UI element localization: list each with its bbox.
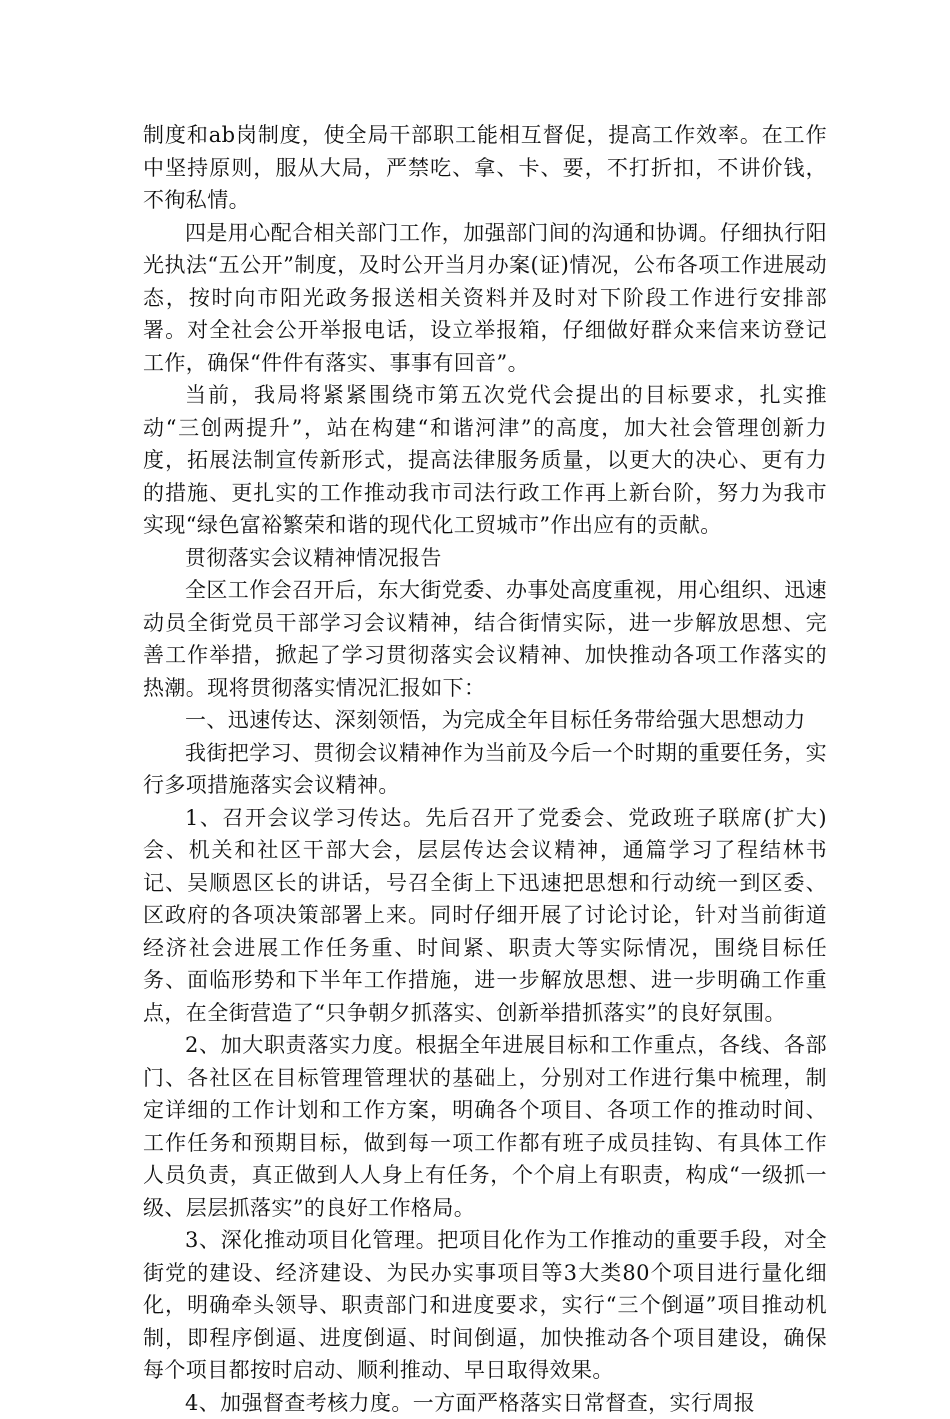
paragraph-intro: 全区工作会召开后，东大街党委、办事处高度重视，用心组织、迅速动员全街党员干部学习会议精神，结合街情实际，进一步解放思想、完善工作举措，掀起了学习贯彻落实会议精神、加快推动各项工作落实的热潮。现将贯彻落实情况汇报如下： [143, 574, 827, 704]
document-body [143, 119, 827, 1419]
paragraph-item-2: 2、加大职责落实力度。根据全年进展目标和工作重点，各线、各部门、各社区在目标管理管理状的基础上，分别对工作进行集中梳理，制定详细的工作计划和工作方案，明确各个项目、各项工作的推动时间、工作任务和预期目标，做到每一项工作都有班子成员挂钩、有具体工作人员负责，真正做到人人身上有任务，个个肩上有职责，构成“一级抓一级、层层抓落实”的良好工作格局。 [143, 1029, 827, 1224]
paragraph-item-4: 4、加强督查考核力度。一方面严格落实日常督查，实行周报 [143, 1387, 827, 1419]
paragraph-item-1: 1、召开会议学习传达。先后召开了党委会、党政班子联席(扩大)会、机关和社区干部大会，层层传达会议精神，通篇学习了程结林书记、吴顺恩区长的讲话，号召全街上下迅速把思想和行动统一到区委、区政府的各项决策部署上来。同时仔细开展了讨论讨论，针对当前街道经济社会进展工作任务重、时间紧、职责大等实际情况，围绕目标任务、面临形势和下半年工作措施，进一步解放思想、进一步明确工作重点，在全街营造了“只争朝夕抓落实、创新举措抓落实”的良好氛围。 [143, 802, 827, 1030]
section-heading-1: 一、迅速传达、深刻领悟，为完成全年目标任务带给强大思想动力 [143, 704, 827, 737]
paragraph-continuation: 制度和ab岗制度，使全局干部职工能相互督促，提高工作效率。在工作中坚持原则，服从大局，严禁吃、拿、卡、要，不打折扣，不讲价钱，不徇私情。 [143, 119, 827, 217]
paragraph-item-3: 3、深化推动项目化管理。把项目化作为工作推动的重要手段，对全街党的建设、经济建设、为民办实事项目等3大类80个项目进行量化细化，明确牵头领导、职责部门和进度要求，实行“三个倒逼”项目推动机制，即程序倒逼、进度倒逼、时间倒逼，加快推动各个项目建设，确保每个项目都按时启动、顺利推动、早日取得效果。 [143, 1224, 827, 1387]
report-title: 贯彻落实会议精神情况报告 [143, 542, 827, 575]
paragraph-current-goals: 当前，我局将紧紧围绕市第五次党代会提出的目标要求，扎实推动“三创两提升”，站在构建“和谐河津”的高度，加大社会管理创新力度，拓展法制宣传新形式，提高法律服务质量，以更大的决心、更有力的措施、更扎实的工作推动我市司法行政工作再上新台阶，努力为我市实现“绿色富裕繁荣和谐的现代化工贸城市”作出应有的贡献。 [143, 379, 827, 542]
paragraph-coordination: 四是用心配合相关部门工作，加强部门间的沟通和协调。仔细执行阳光执法“五公开”制度，及时公开当月办案(证)情况，公布各项工作进展动态，按时向市阳光政务报送相关资料并及时对下阶段工作进行安排部署。对全社会公开举报电话，设立举报箱，仔细做好群众来信来访登记工作，确保“件件有落实、事事有回音”。 [143, 217, 827, 380]
paragraph-study: 我街把学习、贯彻会议精神作为当前及今后一个时期的重要任务，实行多项措施落实会议精神。 [143, 737, 827, 802]
